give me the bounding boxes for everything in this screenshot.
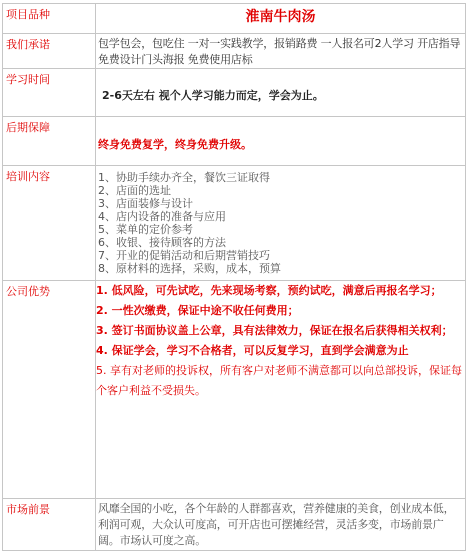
row-promise (3, 34, 466, 69)
label-cell-promise (3, 34, 96, 69)
guarantee-line: 终身免费复学，终身免费升级。 (98, 138, 252, 151)
guarantee-label: 后期保障 (6, 121, 50, 134)
label-cell-market (3, 499, 96, 551)
training-item: 8、原材料的选择，采购，成本，预算 (98, 262, 281, 275)
advantage-item: 3. 签订书面协议盖上公章，具有法律效力，保证在报名后获得相关权利； (96, 324, 453, 337)
project-title: 淮南牛肉汤 (245, 9, 316, 25)
project-label: 项目品种 (6, 8, 50, 21)
promise-text: 包学包会，包吃住 一对一实践教学，报销路费 一人报名可2人学习 开店指导 免费设计门头海报 免费使用店标 (98, 37, 461, 66)
advantage-item: 1. 低风险，可先试吃，先来现场考察，预约试吃，满意后再报名学习； (96, 284, 442, 297)
advantages-label: 公司优势 (6, 285, 50, 298)
label-cell-guarantee (3, 117, 96, 166)
study-time-text: 2-6天左右 视个人学习能力而定，学会为止。 (102, 89, 324, 102)
advantages-cell (96, 281, 466, 499)
row-training (3, 166, 466, 281)
row-market (3, 499, 466, 551)
training-item: 7、开业的促销活动和后期营销技巧 (98, 249, 270, 262)
row-study-time (3, 69, 466, 117)
advantage-item: 2. 一性次缴费，保证中途不收任何费用； (96, 304, 299, 317)
training-item: 6、收银、接待顾客的方法 (98, 236, 226, 249)
market-cell (96, 499, 466, 551)
training-item: 1、协助手续办齐全，餐饮三证取得 (98, 171, 270, 184)
row-advantages (3, 281, 466, 499)
market-label: 市场前景 (6, 503, 50, 516)
advantage-item: 4. 保证学会，学习不合格者，可以反复学习，直到学会满意为止 (96, 344, 409, 357)
market-text: 风靡全国的小吃，各个年龄的人群都喜欢，营养健康的美食，创业成本低，利润可观，大众认可度高，可开店也可摆摊经营，灵活多变，市场前景广阔。市场认可度之高。 (98, 502, 455, 547)
label-cell-project (3, 4, 96, 34)
training-item: 5、菜单的定价参考 (98, 223, 193, 236)
row-project (3, 4, 466, 34)
study-time-label: 学习时间 (6, 73, 50, 86)
title-cell (96, 4, 466, 34)
promise-cell (96, 34, 466, 69)
label-cell-study-time (3, 69, 96, 117)
training-item: 3、店面装修与设计 (98, 197, 193, 210)
guarantee-cell (96, 117, 466, 166)
label-cell-training (3, 166, 96, 281)
study-time-cell (96, 69, 466, 117)
guarantee-spacer (96, 117, 465, 137)
training-item: 2、店面的选址 (98, 184, 171, 197)
training-cell (96, 166, 466, 281)
label-cell-advantages (3, 281, 96, 499)
promise-label: 我们承诺 (6, 38, 50, 51)
advantage-item: 5. 享有对老师的投诉权，所有客户对老师不满意都可以向总部投诉，保证每个客户利益不受损失。 (96, 364, 462, 397)
training-item: 4、店内设备的准备与应用 (98, 210, 226, 223)
row-guarantee (3, 117, 466, 166)
course-info-table (2, 3, 466, 551)
training-label: 培训内容 (6, 170, 50, 183)
